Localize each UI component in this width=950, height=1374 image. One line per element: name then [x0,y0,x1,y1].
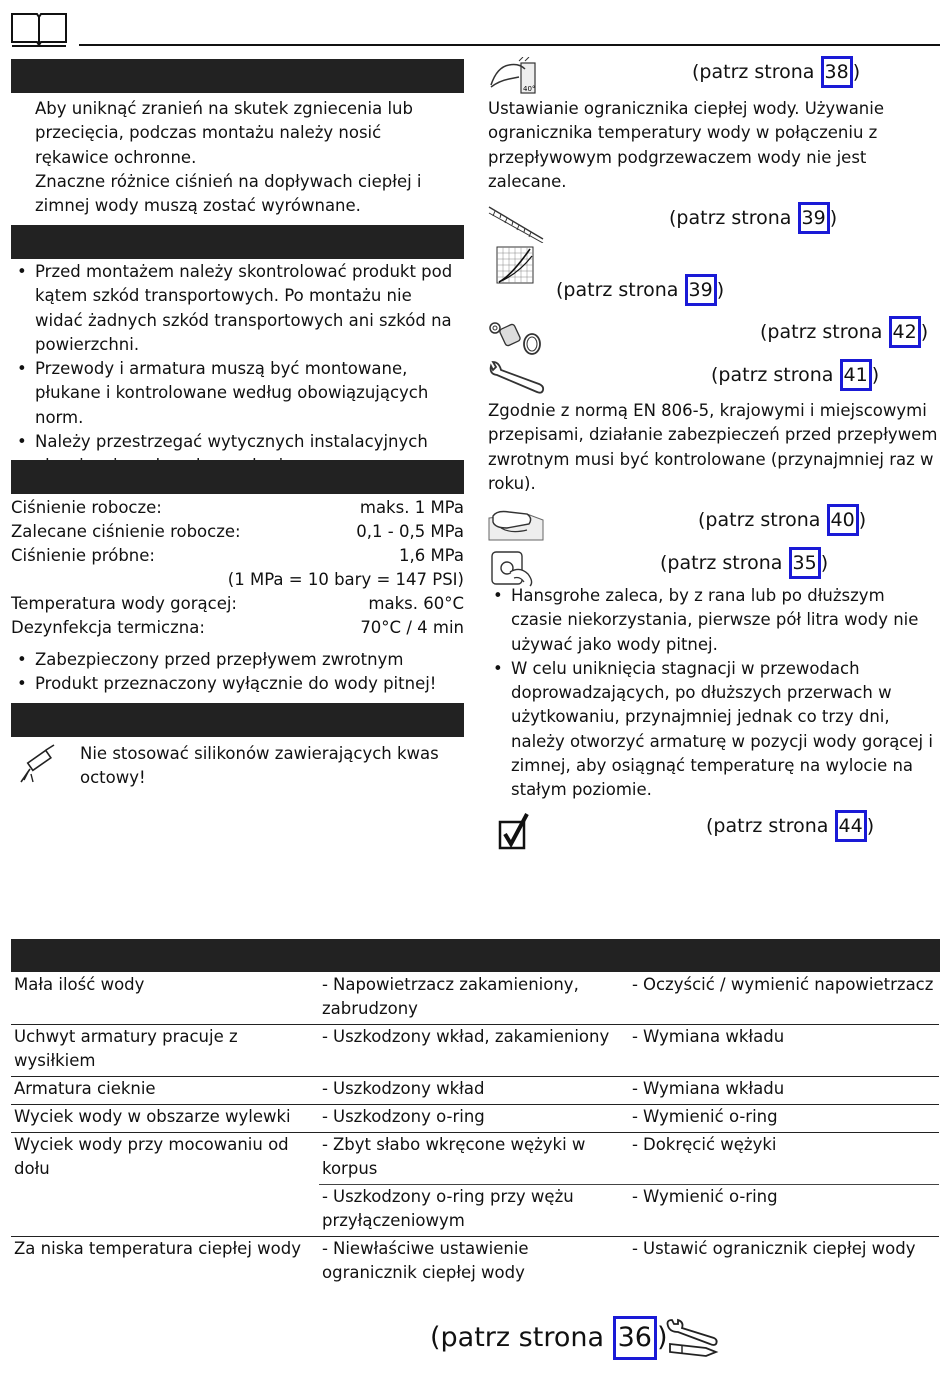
backflow-text: Zgodnie z normą EN 806-5, krajowymi i miejscowymi przepisami, działanie zabezpieczeń przed przepływem zwrotnym musi być kontrolowane (przynajmniej raz w roku). [488,401,938,493]
cause-cell: - Zbyt słabo wkręcone wężyki w korpus [319,1133,629,1185]
problem-cell: Uchwyt armatury pracuje z wysiłkiem [11,1025,319,1077]
tools-icon [664,1318,720,1358]
conversion-text: (1 MPa = 10 bary = 147 PSI) [227,570,464,589]
tech-value: maks. 60°C [368,594,464,613]
svg-text:40°: 40° [523,85,536,93]
remedy-cell: - Wymienić o-ring [629,1185,939,1237]
page-reference [660,547,828,579]
ref-page-link[interactable]: 38 [821,56,853,88]
ref-suffix: ) [866,815,875,837]
list-item: • Hansgrohe zaleca, by z rana lub po dłuższym czasie niekorzystania, pierwsze pół litra wody nie używać jako wody pitnej. [487,584,937,657]
cause-cell: - Napowietrzacz zakamieniony, zabrudzony [319,973,629,1025]
page-reference [760,316,928,348]
tech-value: 0,1 - 0,5 MPa [356,522,464,541]
section-bar-safety [11,59,464,93]
tech-row [11,592,464,616]
header-rule [79,44,940,46]
ref-suffix: ) [920,321,929,343]
remedy-cell: - Wymiana wkładu [629,1025,939,1077]
ref-suffix: ) [858,509,867,531]
page-reference [556,274,724,306]
tech-label: Ciśnienie robocze: [11,498,162,517]
tech-value: 1,6 MPa [398,546,464,565]
tech-value: maks. 1 MPa [359,498,464,517]
ref-prefix: (patrz strona [711,364,834,386]
wrench-icon [487,360,545,396]
ref-prefix: (patrz strona [669,207,792,229]
thermostat-hand-icon [489,57,543,97]
ref-prefix: (patrz strona [706,815,829,837]
problem-cell: Za niska temperatura ciepłej wody [14,1239,301,1258]
remedy-cell: - Oczyścić / wymienić napowietrzacz [629,973,939,1025]
tech-label: Temperatura wody gorącej: [11,594,237,613]
remedy-cell: - Ustawić ogranicznik ciepłej wody [632,1239,916,1258]
safety-paragraph-2: Znaczne różnice ciśnień na dopływach ciepłej i zimnej wody muszą zostać wyrównane. [35,172,422,216]
tech-value: 70°C / 4 min [360,618,464,637]
problem-cell: Mała ilość wody [11,973,319,1025]
list-item: • Przewody i armatura muszą być montowane, płukane i kontrolowane według obowiązujących norm. [11,357,464,430]
tech-label: Dezynfekcja termiczna: [11,618,205,637]
ref-suffix: ) [871,364,880,386]
ref-page-link[interactable]: 42 [889,316,921,348]
table-row [11,973,939,1025]
ref-suffix: ) [820,552,829,574]
ref-prefix: (patrz strona [692,61,815,83]
tech-label: Zalecane ciśnienie robocze: [11,522,241,541]
ref-page-link[interactable]: 44 [835,810,867,842]
troubleshooting-table [11,973,939,1288]
remedy-cell: - Wymiana wkładu [629,1077,939,1105]
cause-cell: - Niewłaściwe ustawienie ogranicznik ciepłej wody [322,1239,529,1282]
cause-cell: - Uszkodzony wkład [319,1077,629,1105]
tech-label: Ciśnienie próbne: [11,546,155,565]
table-row [11,1077,939,1105]
remedy-cell: - Wymienić o-ring [629,1105,939,1133]
cause-cell: - Uszkodzony o-ring przy wężu przyłączeniowym [319,1185,629,1237]
flow-diagram-icon [496,246,534,284]
tech-row [11,544,464,568]
list-item: • Produkt przeznaczony wyłącznie do wody pitnej! [11,672,464,696]
table-row [11,1133,939,1185]
cause-cell: - Uszkodzony wkład, zakamieniony [319,1025,629,1077]
section-bar-mounting [11,225,464,259]
ref-suffix: ) [829,207,838,229]
page-reference [698,504,866,536]
ref-prefix: (patrz strona [556,279,679,301]
tech-row [11,520,464,544]
hot-water-limiter-text: Ustawianie ogranicznika ciepłej wody. Używanie ogranicznika temperatury wody w połączeniu z przepływowym podgrzewaczem wody nie jest zalecane. [488,99,884,191]
ref-suffix: ) [716,279,725,301]
cause-cell: - Uszkodzony o-ring [319,1105,629,1133]
problem-cell: Wyciek wody przy mocowaniu od dołu [11,1133,319,1237]
spare-parts-icon [488,318,546,358]
section-bar-troubleshooting [11,939,940,972]
ref-page-link[interactable]: 40 [827,504,859,536]
page-reference [669,202,837,234]
section-bar-technical [11,460,464,494]
problem-cell: Armatura cieknie [11,1077,319,1105]
table-row [11,1105,939,1133]
checkmark-icon [497,812,531,852]
safety-paragraph-1: Aby uniknąć zranień na skutek zgniecenia lub przecięcia, podczas montażu należy nosić rękawice ochronne. [35,99,413,167]
flow-scale-icon [487,203,545,243]
cleaning-hand-icon [487,504,545,544]
open-book-icon [10,10,68,48]
mounting-list [11,260,464,479]
ref-prefix: (patrz strona [660,552,783,574]
list-item: • Zabezpieczony przed przepływem zwrotnym [11,648,464,672]
usage-bullets [487,584,937,803]
table-row [11,1237,939,1289]
tech-conversion [11,568,464,592]
silicone-text: Nie stosować silikonów zawierających kwas octowy! [80,744,439,788]
ref-prefix: (patrz strona [698,509,821,531]
remedy-cell: - Dokręcić wężyki [629,1133,939,1185]
ref-page-link[interactable]: 39 [685,274,717,306]
list-item: • Należy przestrzegać wytycznych instalacyjnych [11,430,464,479]
list-item: • W celu uniknięcia stagnacji w przewodach doprowadzających, po dłuższych przerwach w użytkowaniu, przynajmniej jednak co trzy dni, należy otworzyć armaturę w pozycji wody gorącej i zimnej, aby osiągnąć temperaturę na wylocie na stałym poziomie. [487,657,937,803]
ref-suffix: ) [852,61,861,83]
ref-page-link[interactable]: 39 [798,202,830,234]
tech-bullets [11,648,464,697]
page-reference [692,56,860,88]
ref-page-link[interactable]: 35 [789,547,821,579]
tech-row [11,496,464,520]
problem-cell: Wyciek wody w obszarze wylewki [11,1105,319,1133]
list-item: • Przed montażem należy skontrolować produkt pod kątem szkód transportowych. Po montażu nie widać żadnych szkód transportowych ani szkód na powierzchni. [11,260,464,357]
page-reference [706,810,874,842]
table-row [11,1025,939,1077]
handle-operation-icon [490,548,540,588]
footer-ref-prefix: (patrz strona [430,1322,604,1353]
silicone-gun-icon [16,744,58,786]
ref-prefix: (patrz strona [760,321,883,343]
ref-page-link[interactable]: 41 [840,359,872,391]
footer-ref-page-link[interactable]: 36 [613,1316,657,1360]
tech-row [11,616,464,640]
footer-ref-suffix: ) [656,1322,668,1353]
page-reference [711,359,879,391]
footer-reference [430,1316,668,1360]
section-bar-silicone [11,703,464,737]
